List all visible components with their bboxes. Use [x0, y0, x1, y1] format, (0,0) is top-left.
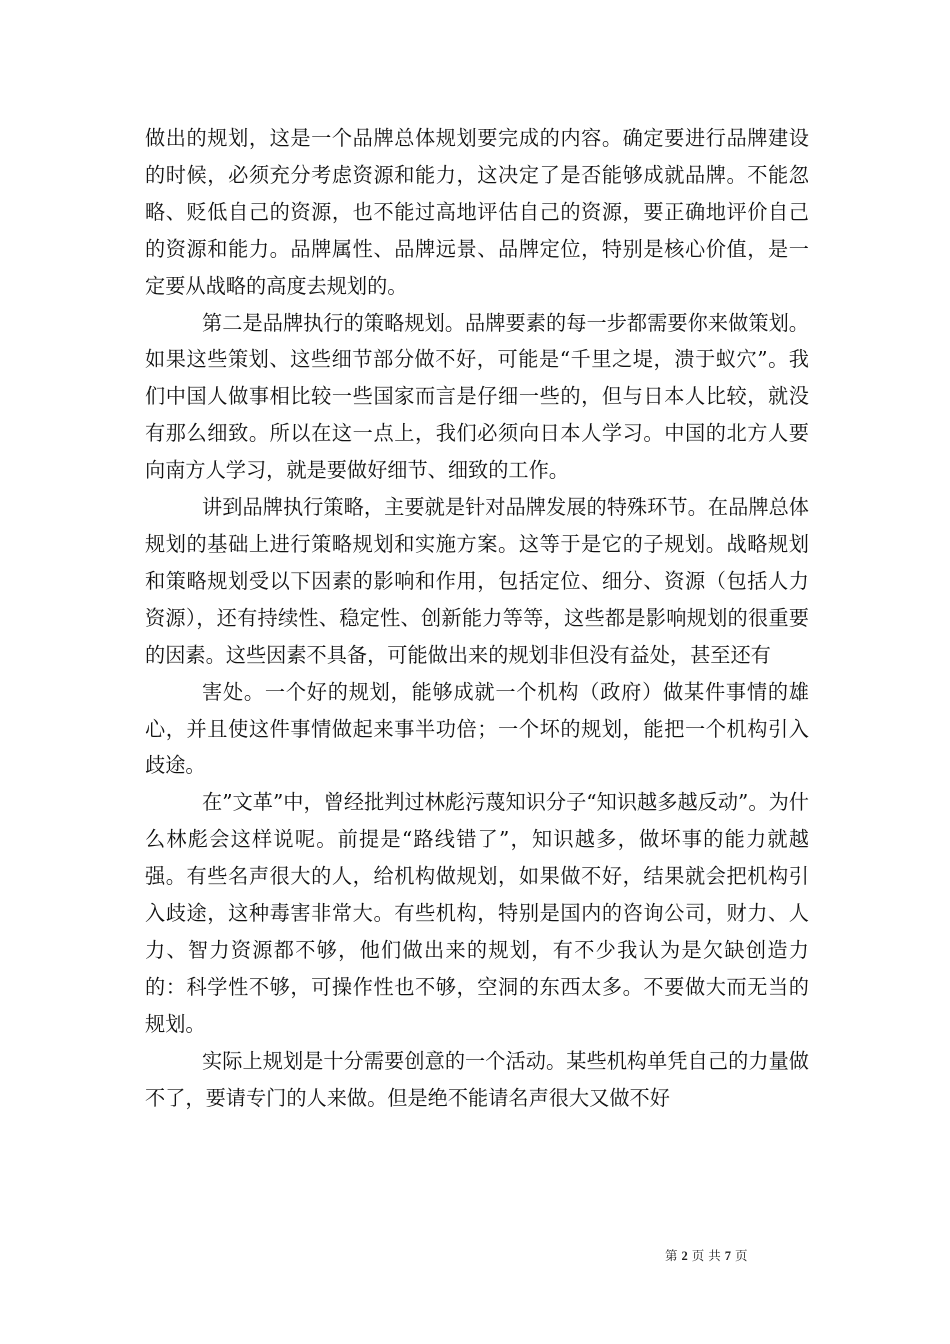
page-number-footer: [665, 1248, 815, 1264]
paragraph-cultural-revolution: 在”文革”中，曾经批判过林彪污蔑知识分子“知识越多越反动”。为什么林彪会这样说呢。前提是“路线错了”，知识越多，做坏事的能力就越强。有些名声很大的人，给机构做规划，如果做不好，结果就会把机构引入歧途，这种毒害非常大。有些机构，特别是国内的咨询公司，财力、人力、智力资源都不够，他们做出来的规划，有不少我认为是欠缺创造力的：科学性不够，可操作性也不够，空洞的东西太多。不要做大而无当的规划。: [145, 790, 809, 1036]
paragraph-brand-execution: 讲到品牌执行策略，主要就是针对品牌发展的特殊环节。在品牌总体规划的基础上进行策略规划和实施方案。这等于是它的子规划。战略规划和策略规划受以下因素的影响和作用，包括定位、细分、资源（包括人力资源），还有持续性、稳定性、创新能力等等，这些都是影响规划的很重要的因素。这些因素不具备，可能做出来的规划非但没有益处，甚至还有: [145, 495, 809, 667]
footer-suffix: 页: [734, 1248, 748, 1263]
document-body: [145, 120, 809, 1116]
footer-prefix: 第: [665, 1248, 678, 1263]
footer-middle: 页 共: [691, 1248, 721, 1263]
paragraph-continued: 做出的规划，这是一个品牌总体规划要完成的内容。确定要进行品牌建设的时候，必须充分考虑资源和能力，这决定了是否能够成就品牌。不能忽略、贬低自己的资源，也不能过高地评估自己的资源，要正确地评价自己的资源和能力。品牌属性、品牌远景、品牌定位，特别是核心价值，是一定要从战略的高度去规划的。: [145, 126, 809, 298]
paragraph-creativity: 实际上规划是十分需要创意的一个活动。某些机构单凭自己的力量做不了，要请专门的人来做。但是绝不能请名声很大又做不好: [145, 1048, 809, 1110]
total-page-count: 7: [724, 1249, 731, 1263]
current-page-number: 2: [681, 1249, 688, 1263]
paragraph-harm: 害处。一个好的规划，能够成就一个机构（政府）做某件事情的雄心，并且使这件事情做起来事半功倍；一个坏的规划，能把一个机构引入歧途。: [145, 679, 809, 778]
paragraph-strategy-planning: 第二是品牌执行的策略规划。品牌要素的每一步都需要你来做策划。如果这些策划、这些细节部分做不好，可能是“千里之堤，溃于蚁穴”。我们中国人做事相比较一些国家而言是仔细一些的，但与日本人比较，就没有那么细致。所以在这一点上，我们必须向日本人学习。中国的北方人要向南方人学习，就是要做好细节、细致的工作。: [145, 310, 809, 483]
